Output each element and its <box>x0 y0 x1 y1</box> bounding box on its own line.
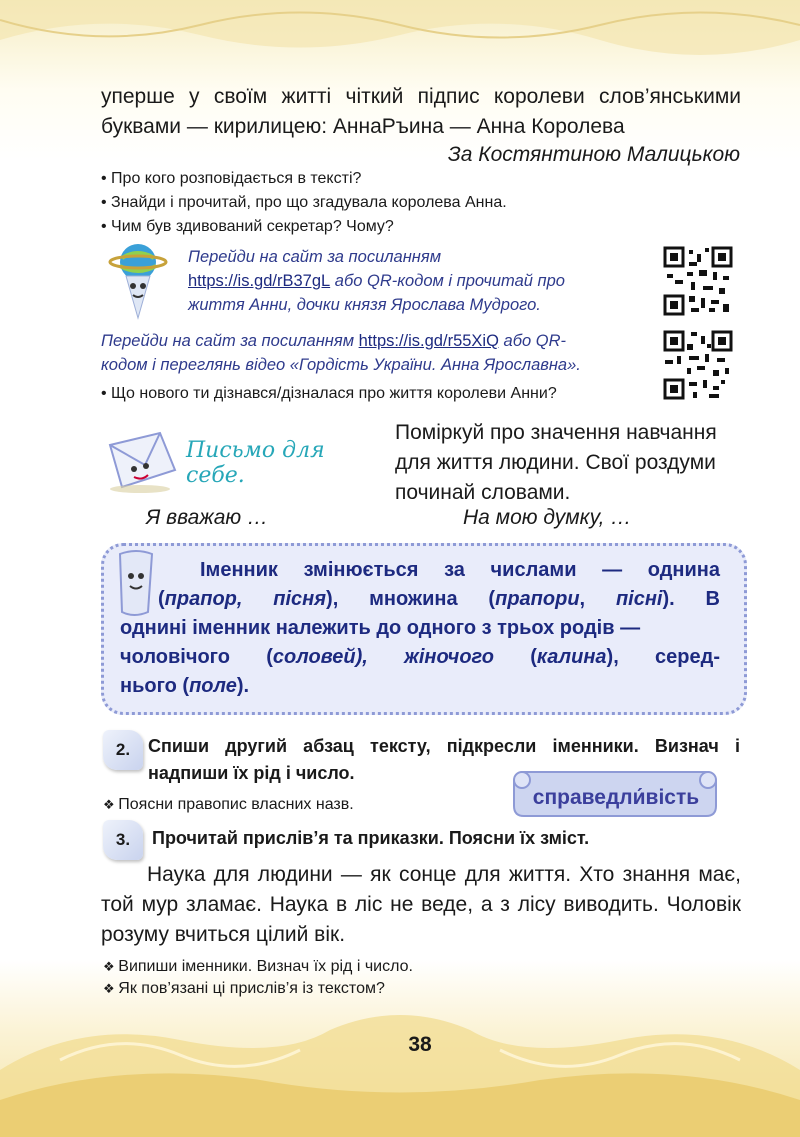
letter-line-1: Поміркуй про значення навчання <box>395 421 717 444</box>
task-3-number: 3. <box>103 820 143 860</box>
link2-url[interactable]: https://is.gd/r55XiQ <box>358 332 499 350</box>
link1-after-url: або QR-кодом і прочитай про <box>334 272 565 290</box>
question-3: • Чим був здивований секретар? Чому? <box>101 215 701 239</box>
bottom-ornament <box>0 1000 800 1137</box>
envelope-mascot-icon <box>100 425 180 495</box>
link1-url[interactable]: https://is.gd/rB37gL <box>188 272 331 290</box>
link-block-1 <box>188 245 638 317</box>
question-1: • Про кого розповідається в тексті? <box>101 167 701 191</box>
rule-line-1: Іменник змінюється за числами — однина <box>200 559 720 581</box>
letter-starter-1: Я вважаю … <box>146 506 269 529</box>
questions-list <box>101 167 701 239</box>
task-3-subtask-2: ❖ Як пов’язані ці прислів’я із текстом? <box>103 977 603 1001</box>
task-3-text: Прочитай прислів’я та приказки. Поясни їх зміст. <box>152 828 590 848</box>
rule-line-3: однині іменник належить до одного з трьох родів — <box>120 617 641 639</box>
letter-starter-2: На мою думку, … <box>463 506 632 529</box>
proverbs-paragraph: Наука для людини — як сонце для життя. Хто знання має, той мур зламає. Наука в ліс не веде, а з лісу виводить. Чоловік розуму вчиться цілий вік. <box>101 863 741 946</box>
attribution: За Костянтиною Малицькою <box>447 143 740 166</box>
link-block-2 <box>101 329 646 377</box>
letter-line-3: починай словами. <box>395 481 571 504</box>
globe-mascot-icon <box>108 240 168 320</box>
task-3-subtask-1: ❖ Випиши іменники. Визнач їх рід і число. <box>103 955 603 979</box>
task-2-number: 2. <box>103 730 143 770</box>
link1-line1: Перейди на сайт за посиланням <box>188 248 442 266</box>
qr-code-1-icon[interactable] <box>663 246 733 316</box>
task-2-subtask: ❖ Поясни правопис власних назв. <box>103 793 503 817</box>
letter-line-2: для життя людини. Свої роздуми <box>395 451 716 474</box>
rule-line-4: чоловічого (соловей), жіночого (калина), серед- <box>120 646 720 668</box>
top-ornament <box>0 0 800 70</box>
link2-before-url: Перейди на сайт за посиланням <box>101 332 355 350</box>
top-paragraph: уперше у своїм житті чіткий підпис королеви слов’янськими буквами — кирилицею: АннаРъина — Анна Королева <box>101 85 741 138</box>
link2-after-url: або QR- <box>503 332 566 350</box>
question-2: • Знайди і прочитай, про що згадувала королева Анна. <box>101 191 701 215</box>
link1-line3: життя Анни, дочки князя Ярослава Мудрого. <box>188 296 541 314</box>
vocab-word: справедли́вість <box>532 786 700 809</box>
rule-line-5: нього (поле). <box>120 675 250 697</box>
link2-line2: кодом і переглянь відео «Гордість України. Анна Ярославна». <box>101 356 581 374</box>
letter-instructions <box>395 418 745 508</box>
link2-question: • Що нового ти дізнався/дізналася про життя королеви Анни? <box>101 382 661 406</box>
letter-label: Письмо для себе. <box>186 438 325 488</box>
page-number: 38 <box>408 1033 432 1056</box>
qr-code-2-icon[interactable] <box>663 330 733 400</box>
task-2-text: Спиши другий абзац тексту, підкресли іменники. Визнач і надпиши їх рід і число. <box>148 736 740 783</box>
rule-line-2: (прапор, пісня), множина (прапори, пісні). В <box>158 588 721 610</box>
grammar-rule-text <box>120 556 720 701</box>
